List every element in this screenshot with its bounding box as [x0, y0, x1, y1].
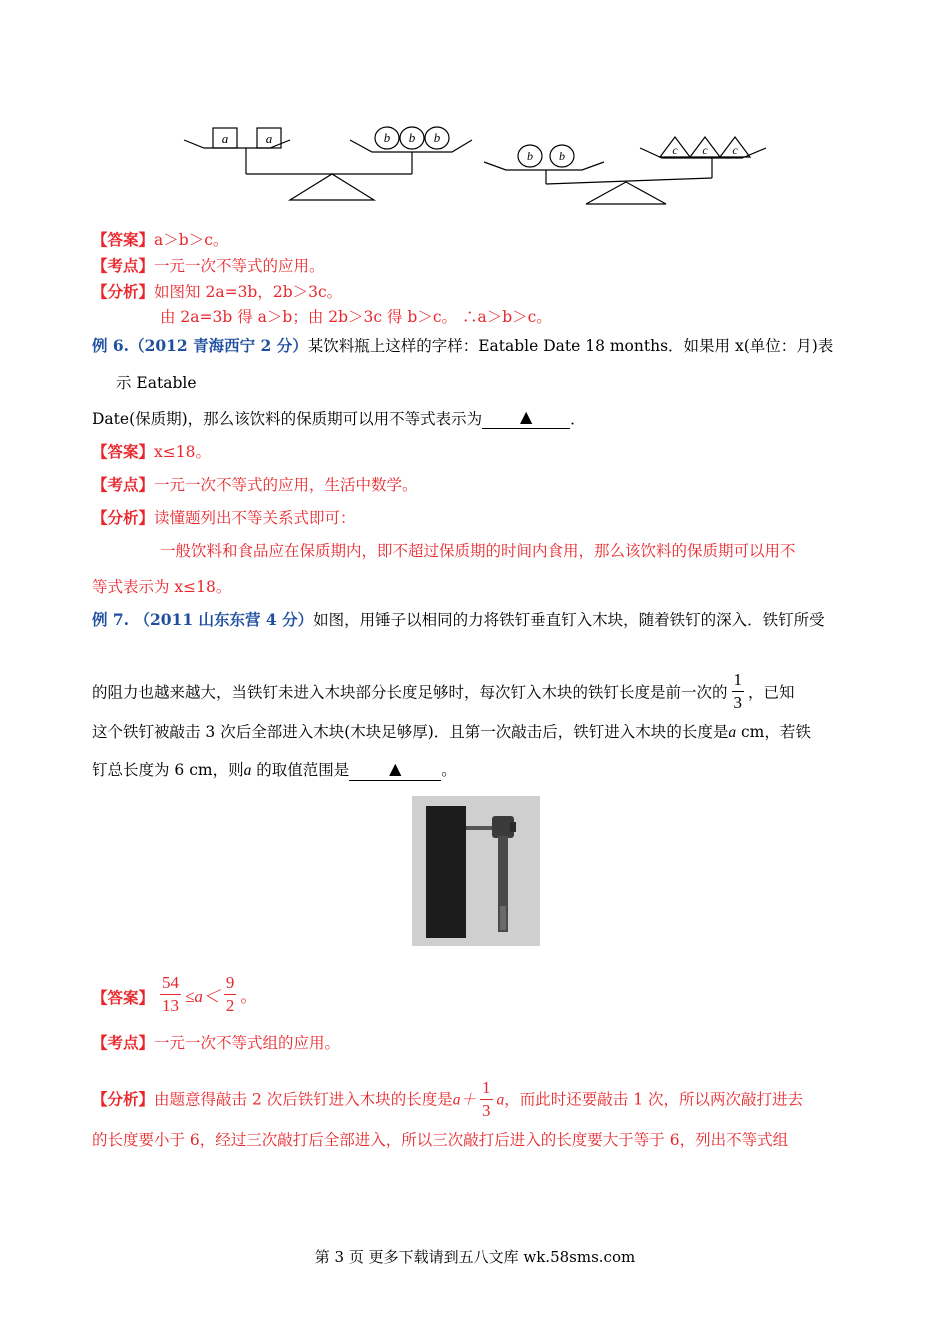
- answer-text: a＞b＞c。: [154, 231, 229, 249]
- question-text: 钉总长度为 6 cm，则: [92, 761, 244, 779]
- analysis-text: 读懂题列出不等关系式即可：: [154, 509, 356, 527]
- question-line: 的阻力也越来越大，当铁钉未进入木块部分长度足够时，每次钉入木块的铁钉长度是前一次的 $\frac{1}{3}$ ，已知: [92, 670, 795, 712]
- analysis-line: 【分析】由题意得敲击 2 次后铁钉进入木块的长度是a＋ $\frac{1}{3}$ a，而此时还要敲击 1 次，所以两次敲打进去: [92, 1078, 803, 1120]
- answer-text: x≤18。: [154, 443, 211, 461]
- answer-label: 答案: [107, 230, 139, 249]
- triangle-icon: ▲: [520, 407, 533, 426]
- fraction: $\frac{1}{3}$: [482, 1078, 491, 1120]
- analysis-text: 一般饮料和食品应在保质期内，即不超过保质期的时间内食用，那么该饮料的保质期可以用不: [160, 542, 796, 560]
- question-line: [92, 610, 825, 630]
- hammer-icon: [412, 796, 540, 946]
- point-line: 【考点】一元一次不等式的应用，生活中数学。: [92, 475, 418, 494]
- weight-label: b: [383, 130, 391, 145]
- question-text: 的阻力也越来越大，当铁钉未进入木块部分长度足够时，每次钉入木块的铁钉长度是前一次的: [92, 683, 728, 702]
- question-text: 如图，用锤子以相同的力将铁钉垂直钉入木块，随着铁钉的深入．铁钉所受: [313, 611, 825, 629]
- balance-figure-2: [480, 128, 772, 210]
- point-text: 一元一次不等式组的应用。: [154, 1034, 341, 1052]
- question-text: 某饮料瓶上这样的字样：Eatable Date 18 months．如果用 x(单位：月)表: [307, 337, 834, 355]
- triangle-icon: ▲: [389, 759, 402, 778]
- hammer-nail-photo: [412, 796, 540, 946]
- answer-line: 【答案】a＞b＞c。: [92, 230, 229, 249]
- point-line: 【考点】一元一次不等式组的应用。: [92, 1033, 341, 1052]
- analysis-text: 由题意得敲击 2 次后铁钉进入木块的长度是: [154, 1090, 453, 1109]
- answer-label: 答案: [107, 442, 139, 461]
- question-text: 这个铁钉被敲击 3 次后全部进入木块(木块足够厚)．且第一次敲击后，铁钉进入木块的长度是: [92, 723, 729, 741]
- answer-blank: [349, 759, 441, 781]
- question-text: 示 Eatable: [116, 374, 197, 392]
- answer-formula: $\frac{54}{13}$ ≤a＜ $\frac{9}{2}$ 。: [162, 973, 258, 1015]
- answer-label: 答案: [107, 988, 139, 1007]
- weight-label: b: [527, 149, 533, 163]
- question-text: Date(保质期)，那么该饮料的保质期可以用不等式表示为: [92, 410, 483, 428]
- weight-label: a: [265, 131, 273, 146]
- balance-figure-1: [180, 120, 510, 212]
- analysis-line: 【分析】如图知 2a=3b，2b＞3c。: [92, 282, 343, 301]
- fraction: $\frac{54}{13}$: [162, 973, 179, 1015]
- weight-label: c: [702, 143, 708, 157]
- point-text: 一元一次不等式的应用，生活中数学。: [154, 476, 418, 494]
- example-title: 例 6.（2012 青海西宁 2 分）: [92, 336, 308, 355]
- weight-label: a: [221, 131, 229, 146]
- question-line: 这个铁钉被敲击 3 次后全部进入木块(木块足够厚)．且第一次敲击后，铁钉进入木块的长度是a cm，若铁: [92, 723, 811, 741]
- analysis-text: 如图知 2a=3b，2b＞3c。: [154, 283, 343, 301]
- point-label: 考点: [107, 1033, 139, 1052]
- analysis-label: 分析: [107, 508, 139, 527]
- question-line: Date(保质期)，那么该饮料的保质期可以用不等式表示为 ▲ ．: [92, 407, 586, 428]
- weight-label: b: [433, 130, 441, 145]
- weight-label: b: [408, 130, 416, 145]
- point-text: 一元一次不等式的应用。: [154, 257, 325, 275]
- page-footer: 第 3 页 更多下载请到五八文库 wk.58sms.com: [314, 1248, 636, 1266]
- analysis-text: 由 2a=3b 得 a＞b；由 2b＞3c 得 b＞c。 ∴a＞b＞c。: [160, 308, 552, 326]
- point-label: 考点: [107, 256, 139, 275]
- fraction: $\frac{9}{2}$: [225, 973, 235, 1015]
- weight-label: c: [672, 143, 678, 157]
- analysis-label: 分析: [107, 282, 139, 301]
- question-line: [92, 336, 833, 356]
- point-label: 考点: [107, 475, 139, 494]
- question-line: 钉总长度为 6 cm，则a 的取值范围是 ▲ 。: [92, 759, 457, 779]
- answer-blank: [482, 407, 570, 429]
- analysis-text: 等式表示为 x≤18。: [92, 578, 232, 596]
- fraction: $\frac{1}{3}$: [733, 670, 743, 712]
- example-title: 例 7. （2011 山东东营 4 分）: [92, 610, 314, 629]
- analysis-label: 分析: [107, 1089, 139, 1109]
- weight-label: c: [732, 143, 738, 157]
- point-line: 【考点】一元一次不等式的应用。: [92, 256, 325, 275]
- answer-line: 【答案】x≤18。: [92, 442, 211, 461]
- analysis-text: 的长度要小于 6，经过三次敲打后全部进入，所以三次敲打后进入的长度要大于等于 6，列出不等式组: [92, 1131, 789, 1149]
- answer-line: 【答案】: [92, 988, 155, 1007]
- weight-label: b: [559, 149, 565, 163]
- analysis-line: 【分析】读懂题列出不等关系式即可：: [92, 508, 356, 527]
